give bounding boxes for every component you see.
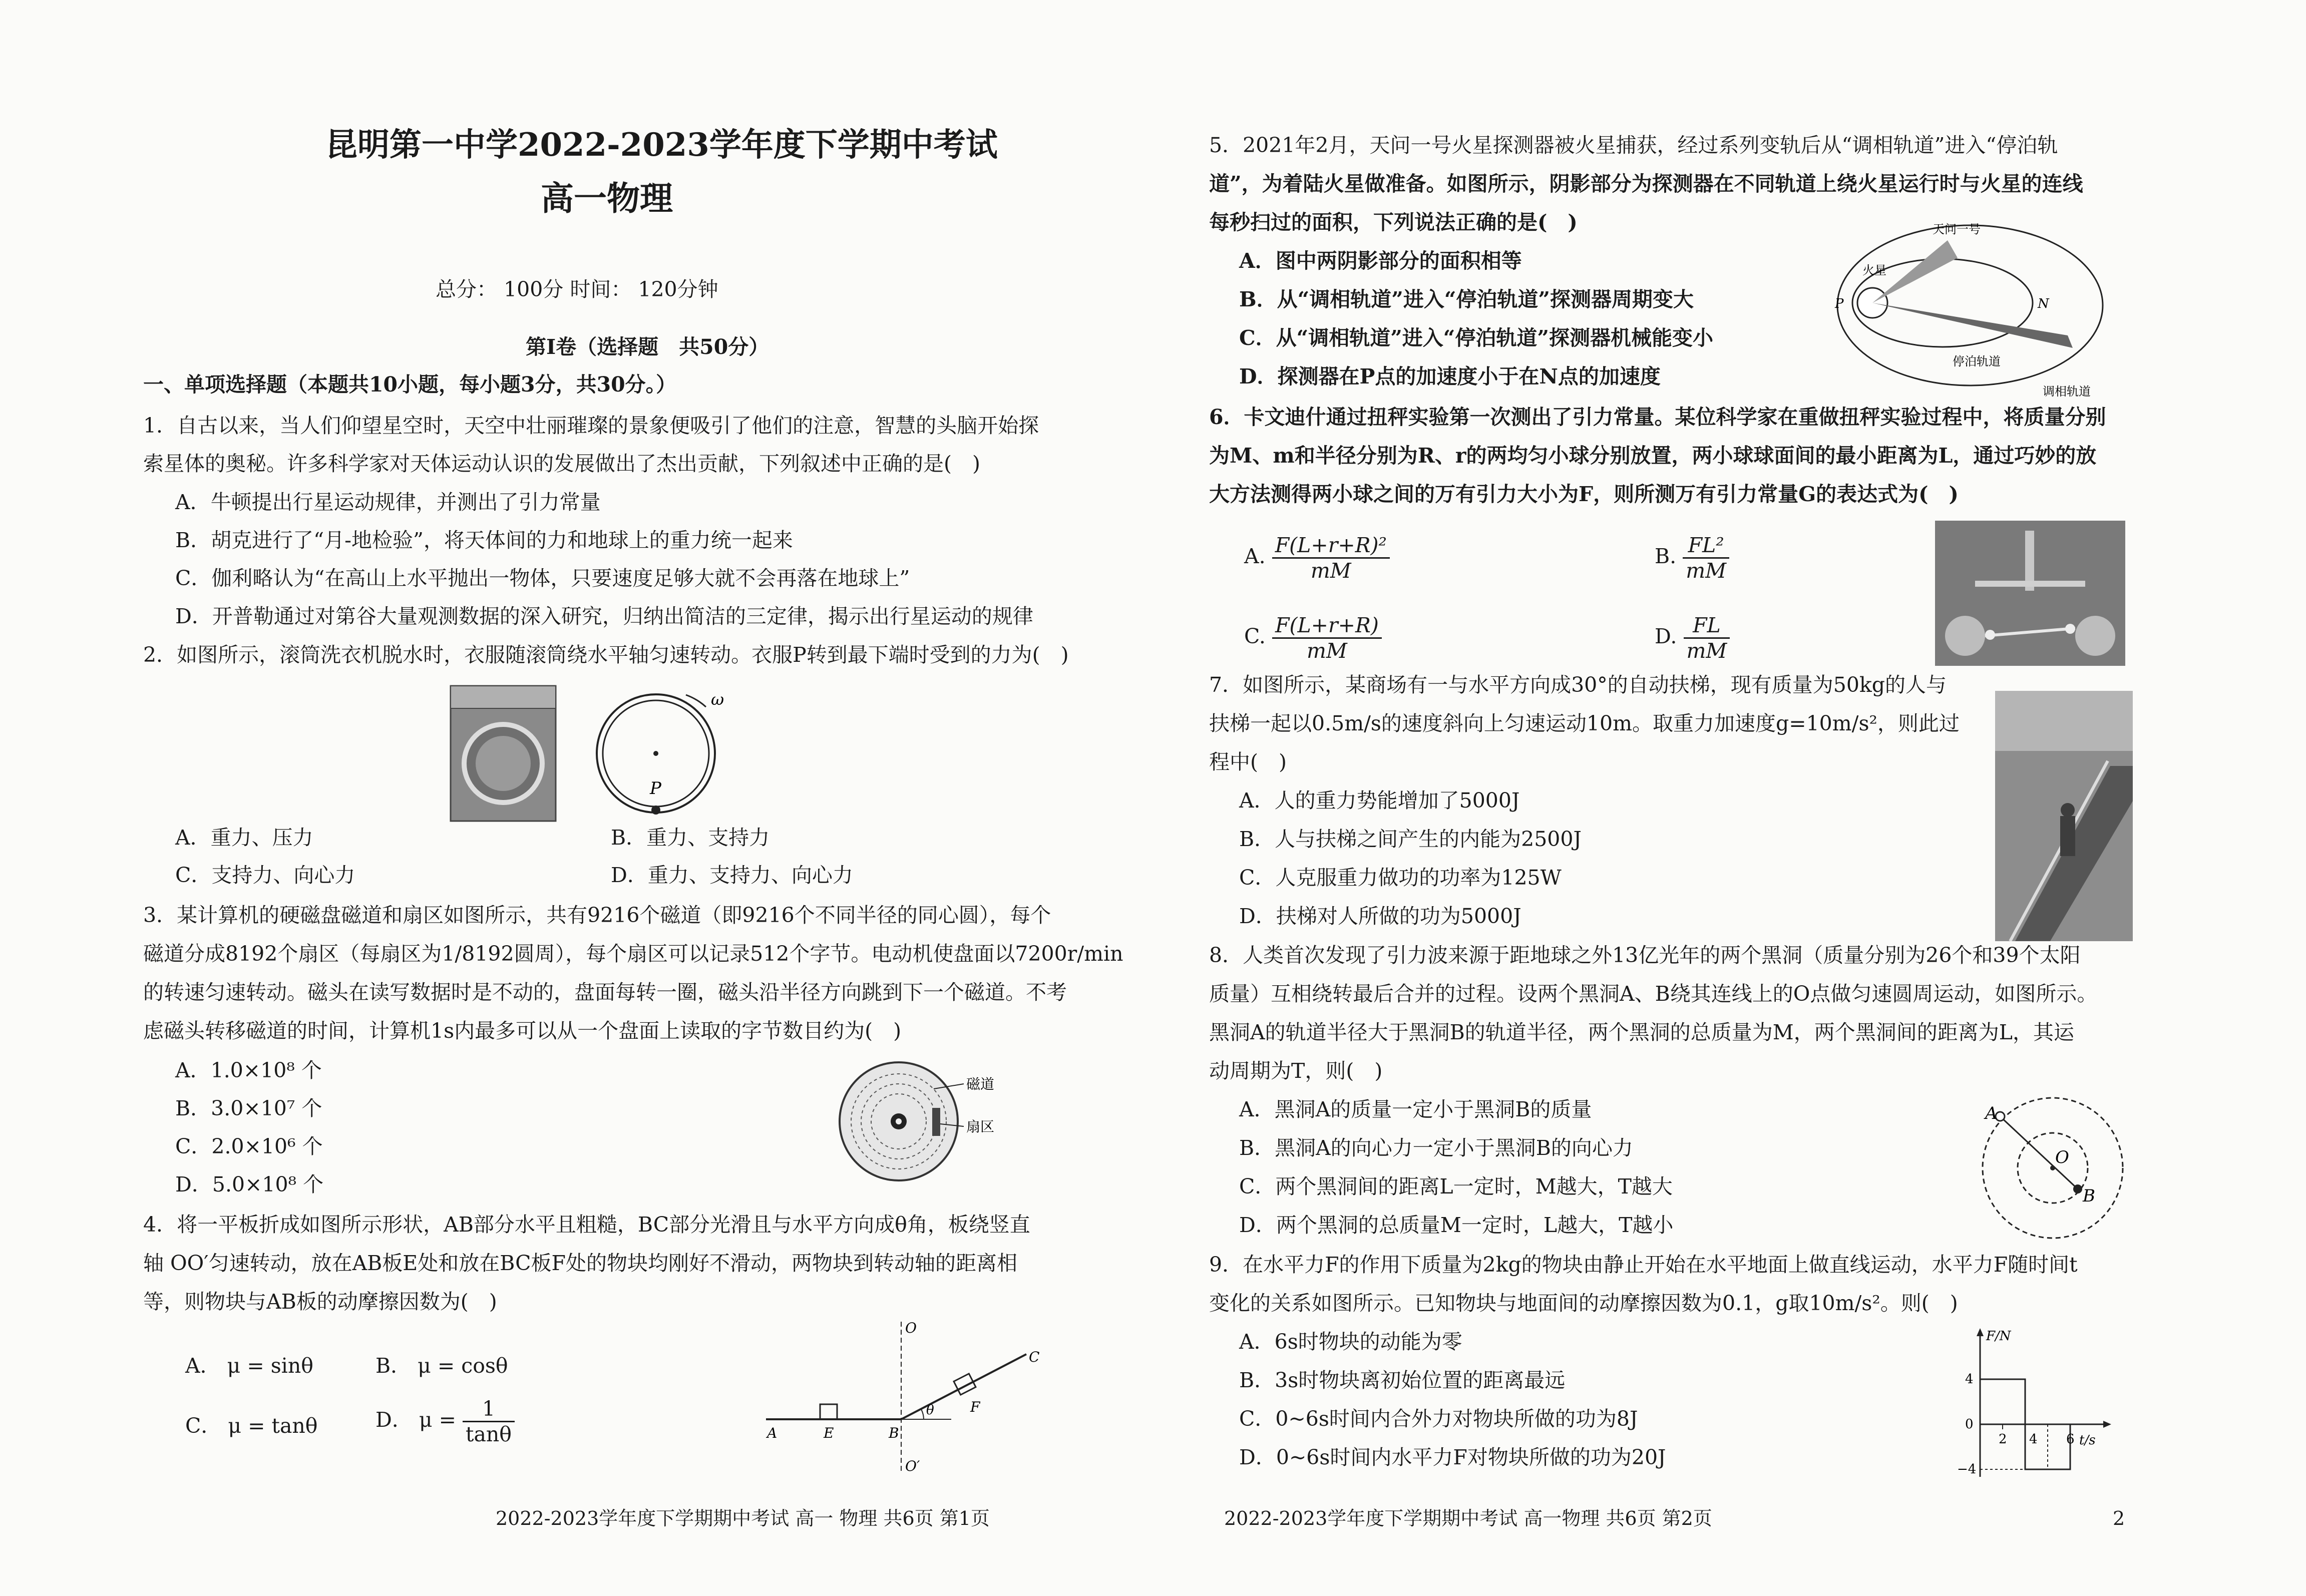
small-sphere-right bbox=[2065, 624, 2075, 634]
q3-option-d: D．5.0×10⁸ 个 bbox=[175, 1172, 324, 1196]
ceiling-area bbox=[1995, 691, 2133, 751]
q9-option-b: B．3s时物块离初始位置的距离最远 bbox=[1239, 1368, 1566, 1392]
q8-option-b: B．黑洞A的向心力一定小于黑洞B的向心力 bbox=[1239, 1136, 1633, 1160]
q6-stem-line2: 为M、m和半径分别为R、r的两均匀小球分别放置，两小球球面间的最小距离为L，通过巧妙的放 bbox=[1209, 444, 2097, 468]
y-tick-4: 4 bbox=[1965, 1372, 1974, 1387]
y-tick-0: 0 bbox=[1965, 1417, 1974, 1432]
phase-orbit-label: 调相轨道 bbox=[2043, 384, 2091, 398]
q5-stem-line3: 每秒扫过的面积，下列说法正确的是( ) bbox=[1209, 210, 1578, 234]
hard-disk-figure bbox=[826, 1059, 1026, 1184]
q3-stem-line4: 虑磁头转移磁道的时间，计算机1s内最多可以从一个盘面上读取的字节数目约为( ) bbox=[143, 1019, 902, 1043]
q5-stem-line1: 5．2021年2月，天问一号火星探测器被火星捕获，经过系列变轨后从“调相轨道”进入“停泊轨 bbox=[1209, 133, 2058, 157]
small-sphere-left bbox=[1985, 630, 1995, 640]
black-hole-b bbox=[2073, 1184, 2082, 1193]
large-sphere-right bbox=[2075, 616, 2115, 656]
label-o: O bbox=[2055, 1147, 2069, 1167]
page-1 bbox=[135, 0, 1123, 1596]
q3-option-b: B．3.0×10⁷ 个 bbox=[175, 1096, 322, 1120]
disk-sector-block bbox=[932, 1108, 940, 1136]
torsion-balance-photo bbox=[1935, 521, 2125, 666]
label-b: B bbox=[2083, 1186, 2095, 1206]
q4-stem-line3: 等，则物块与AB板的动摩擦因数为( ) bbox=[143, 1290, 497, 1314]
q6-option-a bbox=[1244, 533, 1390, 583]
q7-stem-line3: 程中( ) bbox=[1209, 750, 1287, 774]
page-2 bbox=[1204, 0, 2170, 1596]
q5-option-a: A．图中两阴影部分的面积相等 bbox=[1239, 249, 1522, 273]
page-1-footer: 2022-2023学年度下学期期中考试 高一 物理 共6页 第1页 bbox=[496, 1507, 990, 1529]
y-tick-minus-4: −4 bbox=[1957, 1462, 1977, 1477]
large-sphere-left bbox=[1945, 616, 1985, 656]
q6-option-a-numerator: F(L+r+R)² bbox=[1272, 533, 1390, 559]
q7-option-b: B．人与扶梯之间产生的内能为2500J bbox=[1239, 827, 1582, 851]
person-figure bbox=[2060, 816, 2075, 856]
q9-stem-line1: 9．在水平力F的作用下质量为2kg的物块由静止开始在水平地面上做直线运动，水平力F随时间t bbox=[1209, 1253, 2078, 1277]
label-a: A bbox=[767, 1425, 778, 1441]
x-tick-4: 4 bbox=[2029, 1432, 2038, 1447]
q5-option-b: B．从“调相轨道”进入“停泊轨道”探测器周期变大 bbox=[1239, 287, 1694, 311]
q6-stem-line1: 6．卡文迪什通过扭秤实验第一次测出了引力常量。某位科学家在重做扭秤实验过程中，将质量分别 bbox=[1209, 405, 2106, 429]
center-o bbox=[2050, 1165, 2055, 1170]
q7-option-c: C．人克服重力做功的功率为125W bbox=[1239, 866, 1562, 890]
label-o: O bbox=[905, 1320, 917, 1336]
page-number: 2 bbox=[2113, 1507, 2125, 1529]
exam-title: 昆明第一中学2022-2023学年度下学期中考试 bbox=[325, 126, 998, 164]
q9-stem-line2: 变化的关系如图所示。已知物块与地面间的动摩擦因数为0.1，g取10m/s²。则( ) bbox=[1209, 1291, 1958, 1315]
q6-option-d-numerator: FL bbox=[1684, 613, 1730, 639]
q4-option-a: A． μ = sinθ bbox=[185, 1354, 313, 1378]
q6-option-c-denominator: mM bbox=[1306, 639, 1347, 663]
x-tick-2: 2 bbox=[1999, 1432, 2007, 1447]
q3-stem-line1: 3．某计算机的硬磁盘磁道和扇区如图所示，共有9216个磁道（即9216个不同半径的同心圆），每个 bbox=[143, 903, 1051, 927]
q2-option-c: C．支持力、向心力 bbox=[175, 863, 355, 887]
theta-arc bbox=[921, 1409, 924, 1419]
x-axis-arrow bbox=[2103, 1421, 2111, 1428]
q1-stem-line1: 1．自古以来，当人们仰望星空时，天空中壮丽璀璨的景象便吸引了他们的注意，智慧的头脑开始探 bbox=[143, 414, 1039, 438]
q4-option-d-prefix: D． μ = bbox=[375, 1408, 456, 1432]
q6-option-b-denominator: mM bbox=[1686, 559, 1727, 583]
disk-spindle-hole bbox=[896, 1118, 902, 1124]
q9-option-d: D．0~6s时间内水平力F对物块所做的功为20J bbox=[1239, 1445, 1666, 1469]
p-point-label: P bbox=[1835, 296, 1844, 311]
q6-option-a-denominator: mM bbox=[1310, 559, 1351, 583]
y-axis-arrow bbox=[1977, 1328, 1984, 1336]
q6-option-c-numerator: F(L+r+R) bbox=[1272, 613, 1382, 639]
probe-label: 天问一号 bbox=[1933, 222, 1981, 236]
parking-orbit-label: 停泊轨道 bbox=[1953, 354, 2001, 368]
q3-option-c: C．2.0×10⁶ 个 bbox=[175, 1134, 323, 1158]
block-e bbox=[820, 1404, 837, 1419]
q1-stem-line2: 索星体的奥秘。许多科学家对天体运动认识的发展做出了杰出贡献，下列叙述中正确的是( ) bbox=[143, 452, 980, 476]
y-axis-label: F/N bbox=[1986, 1329, 2011, 1344]
q2-option-b: B．重力、支持力 bbox=[611, 826, 770, 850]
q4-option-b: B． μ = cosθ bbox=[375, 1354, 508, 1378]
washing-machine-drum bbox=[476, 736, 531, 791]
q9-option-a: A．6s时物块的动能为零 bbox=[1239, 1330, 1462, 1354]
q5-option-d: D．探测器在P点的加速度小于在N点的加速度 bbox=[1239, 364, 1661, 388]
q8-option-c: C．两个黑洞间的距离L一定时，M越大，T越大 bbox=[1239, 1174, 1673, 1199]
drum-center bbox=[653, 751, 658, 756]
q6-option-b-fraction bbox=[1683, 533, 1729, 583]
q1-option-c: C．伽利略认为“在高山上水平抛出一物体，只要速度足够大就不会再落在地球上” bbox=[175, 566, 910, 590]
clothes-p-dot bbox=[651, 806, 660, 815]
score-time: 总分： 100分 时间： 120分钟 bbox=[436, 277, 718, 301]
escalator-photo bbox=[1995, 691, 2133, 941]
track-label: 磁道 bbox=[966, 1076, 995, 1092]
q7-option-a: A．人的重力势能增加了5000J bbox=[1239, 788, 1520, 813]
label-theta: θ bbox=[926, 1403, 934, 1418]
part-heading: 一、单项选择题（本题共10小题，每小题3分，共30分。） bbox=[143, 372, 677, 396]
q2-option-d: D．重力、支持力、向心力 bbox=[611, 863, 853, 887]
n-point-label: N bbox=[2038, 296, 2049, 311]
label-e: E bbox=[824, 1425, 834, 1441]
q5-stem-line2: 道”，为着陆火星做准备。如图所示，阴影部分为探测器在不同轨道上绕火星运行时与火星的连线 bbox=[1209, 172, 2083, 196]
q6-option-b-numerator: FL² bbox=[1683, 533, 1729, 559]
q4-option-d-denominator: tanθ bbox=[465, 1422, 512, 1446]
force-time-graph bbox=[1950, 1324, 2115, 1484]
mars-label: 火星 bbox=[1862, 263, 1886, 277]
label-c: C bbox=[1029, 1349, 1040, 1365]
q4-option-d-fraction bbox=[463, 1397, 515, 1446]
q4-stem-line1: 4．将一平板折成如图所示形状，AB部分水平且粗糙，BC部分光滑且与水平方向成θ角，板绕竖直 bbox=[143, 1213, 1030, 1237]
q6-option-b bbox=[1655, 533, 1729, 583]
q7-option-d: D．扶梯对人所做的功为5000J bbox=[1239, 904, 1521, 928]
q1-option-b: B．胡克进行了“月-地检验”，将天体间的力和地球上的重力统一起来 bbox=[175, 528, 793, 552]
subject-title: 高一物理 bbox=[541, 179, 673, 218]
q4-option-d bbox=[375, 1397, 515, 1446]
q8-stem-line1: 8．人类首次发现了引力波来源于距地球之外13亿光年的两个黑洞（质量分别为26个和39个太阳 bbox=[1209, 943, 2081, 967]
q2-stem: 2．如图所示，滚筒洗衣机脱水时，衣服随滚筒绕水平轴匀速转动。衣服P转到最下端时受到的力为( ) bbox=[143, 643, 1069, 667]
q6-option-a-label: A. bbox=[1244, 544, 1266, 568]
q8-option-a: A．黑洞A的质量一定小于黑洞B的质量 bbox=[1239, 1097, 1592, 1121]
mars-orbit-figure bbox=[1832, 215, 2113, 406]
page-2-footer: 2022-2023学年度下学期期中考试 高一物理 共6页 第2页 bbox=[1224, 1507, 1712, 1529]
x-axis-label: t/s bbox=[2079, 1433, 2096, 1448]
q8-stem-line3: 黑洞A的轨道半径大于黑洞B的轨道半径，两个黑洞的总质量为M，两个黑洞间的距离为L，其运 bbox=[1209, 1020, 2074, 1044]
q1-option-a: A．牛顿提出行星运动规律，并测出了引力常量 bbox=[175, 490, 601, 514]
q2-option-a: A．重力、压力 bbox=[175, 826, 313, 850]
sector-label: 扇区 bbox=[966, 1118, 995, 1135]
q9-option-c: C．0~6s时间内合外力对物块所做的功为8J bbox=[1239, 1407, 1638, 1431]
label-f: F bbox=[970, 1399, 980, 1415]
q3-option-a: A．1.0×10⁸ 个 bbox=[175, 1058, 322, 1082]
q8-stem-line2: 质量）互相绕转最后合并的过程。设两个黑洞A、B绕其连线上的O点做匀速圆周运动，如图所示。 bbox=[1209, 982, 2098, 1006]
q6-option-d-label: D. bbox=[1655, 624, 1677, 648]
q7-stem-line1: 7．如图所示，某商场有一与水平方向成30°的自动扶梯，现有质量为50kg的人与 bbox=[1209, 673, 1947, 697]
label-b: B bbox=[889, 1425, 899, 1441]
section-heading: 第Ⅰ卷（选择题 共50分） bbox=[526, 335, 770, 359]
label-o-prime: O′ bbox=[905, 1458, 920, 1474]
q3-stem-line3: 的转速匀速转动。磁头在读写数据时是不动的，盘面每转一圈，磁头沿半径方向跳到下一个磁道。不考 bbox=[143, 980, 1067, 1004]
q8-option-d: D．两个黑洞的总质量M一定时，L越大，T越小 bbox=[1239, 1213, 1674, 1237]
q3-stem-line2: 磁道分成8192个扇区（每扇区为1/8192圆周），每个扇区可以记录512个字节。电动机使盘面以7200r/min bbox=[143, 942, 1123, 966]
q8-stem-line4: 动周期为T，则( ) bbox=[1209, 1059, 1383, 1083]
q4-stem-line2: 轴 OO′匀速转动，放在AB板E处和放在BC板F处的物块均刚好不滑动，两物块到转动轴的距离相 bbox=[143, 1251, 1017, 1275]
omega-label: ω bbox=[711, 690, 724, 709]
q6-option-d-fraction bbox=[1684, 613, 1730, 663]
x-tick-6: 6 bbox=[2066, 1432, 2075, 1447]
q6-option-a-fraction bbox=[1272, 533, 1390, 583]
q5-option-c: C．从“调相轨道”进入“停泊轨道”探测器机械能变小 bbox=[1239, 326, 1713, 350]
person-head bbox=[2061, 803, 2075, 817]
q6-stem-line3: 大方法测得两小球之间的万有引力大小为F，则所测万有引力常量G的表达式为( ) bbox=[1209, 482, 1959, 506]
q6-option-c-label: C. bbox=[1244, 624, 1266, 648]
plate-bc bbox=[901, 1354, 1026, 1419]
q6-option-d-denominator: mM bbox=[1686, 639, 1727, 663]
q6-option-c bbox=[1244, 613, 1382, 663]
torsion-bar-upper bbox=[1975, 581, 2085, 587]
q6-option-c-fraction bbox=[1272, 613, 1382, 663]
q1-option-d: D．开普勒通过对第谷大量观测数据的深入研究，归纳出简洁的三定律，揭示出行星运动的规律 bbox=[175, 604, 1033, 628]
q7-stem-line2: 扶梯一起以0.5m/s的速度斜向上匀速运动10m。取重力加速度g=10m/s²，则此过 bbox=[1209, 711, 1960, 735]
block-f bbox=[954, 1374, 976, 1395]
washing-machine-figure bbox=[446, 681, 756, 826]
q4-option-d-numerator: 1 bbox=[463, 1397, 515, 1422]
q6-option-d bbox=[1655, 613, 1730, 663]
label-a: A bbox=[1985, 1103, 1998, 1123]
washing-machine-panel bbox=[451, 686, 556, 708]
p-label: P bbox=[650, 778, 661, 799]
q6-option-b-label: B. bbox=[1655, 544, 1677, 568]
q4-option-c: C． μ = tanθ bbox=[185, 1414, 318, 1438]
binary-black-hole-figure bbox=[1970, 1089, 2130, 1249]
bent-plate-figure bbox=[761, 1312, 1051, 1477]
